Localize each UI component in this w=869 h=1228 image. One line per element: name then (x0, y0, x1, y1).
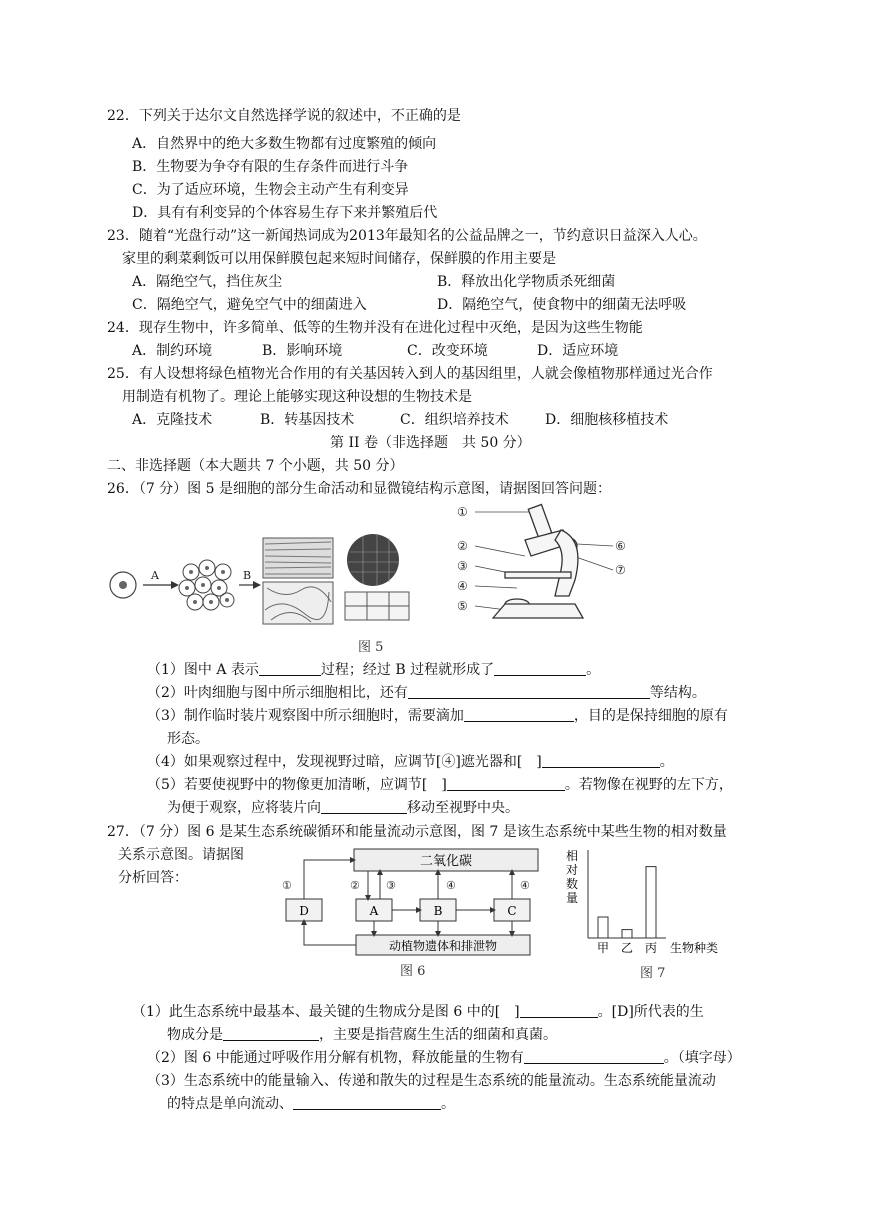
tick-label-丙: 丙 (644, 941, 658, 955)
co2-box: 二氧化碳 (419, 854, 473, 869)
fig6-caption: 图 6 (400, 964, 426, 979)
q26-sub5-cont: 为便于观察，应将装片向 移动至视野中央。 (167, 800, 519, 816)
q25-option-a: A．克隆技术 (132, 412, 213, 428)
chart-xlabel: 生物种类 (670, 941, 719, 955)
ylabel-char: 相对数量 (566, 849, 579, 905)
arrow-3: ③ (386, 879, 396, 892)
marker-3: ③ (457, 559, 468, 573)
q23-stem-line2: 家里的剩菜剩饭可以用保鲜膜包起来短时间储存，保鲜膜的作用主要是 (122, 251, 556, 267)
section-title: 第 II 卷（非选择题 共 50 分） (330, 435, 531, 451)
q24-option-d: D．适应环境 (537, 343, 619, 359)
answer-blank[interactable] (321, 799, 407, 814)
fig7-caption: 图 7 (640, 966, 666, 981)
q27-sub1-cont: 物成分是 ，主要是指营腐生生活的细菌和真菌。 (167, 1027, 557, 1043)
arrow-4-c: ④ (520, 879, 530, 892)
q26-sub4: （4）如果观察过程中，发现视野过暗，应调节[④]遮光器和[ ] 。 (147, 754, 674, 770)
q22-stem: 22．下列关于达尔文自然选择学说的叙述中，不正确的是 (107, 108, 461, 124)
q26-stem: 26．（7 分）图 5 是细胞的部分生命活动和显微镜结构示意图，请据图回答问题： (107, 481, 611, 497)
answer-blank[interactable] (464, 707, 574, 722)
q27-stem-line3: 分析回答： (118, 870, 188, 886)
q23-stem-line1: 23．随着“光盘行动”这一新闻热词成为2013年最知名的公益品牌之一，节约意识日益深入人心。 (107, 228, 707, 244)
q22-option-c: C．为了适应环境，生物会主动产生有利变异 (132, 182, 409, 198)
q25-option-b: B．转基因技术 (260, 412, 355, 428)
fig7-bar-chart (566, 846, 770, 961)
box-d: D (299, 904, 309, 918)
q22-option-a: A．自然界中的绝大多数生物都有过度繁殖的倾向 (132, 136, 437, 152)
fig5-microscope-diagram (445, 500, 670, 630)
q25-option-c: C．组织培养技术 (400, 412, 509, 428)
box-b: B (433, 904, 443, 918)
q27-sub1: （1）此生态系统中最基本、最关键的生物成分是图 6 中的[ ] 。[D]所代表的生 (132, 1004, 704, 1020)
q24-option-c: C．改变环境 (407, 343, 488, 359)
arrow-b-label: B (243, 569, 252, 582)
q23-option-a: A．隔绝空气，挡住灰尘 (132, 274, 283, 290)
q22-option-d: D．具有有利变异的个体容易生存下来并繁殖后代 (132, 205, 438, 221)
q24-stem: 24．现存生物中，许多简单、低等的生物并没有在进化过程中灭绝，是因为这些生物能 (107, 320, 643, 336)
box-c: C (507, 904, 517, 918)
tick-label-甲: 甲 (596, 941, 610, 955)
bar-乙 (622, 930, 632, 938)
q27-stem-line1: 27．（7 分）图 6 是某生态系统碳循环和能量流动示意图，图 7 是该生态系统中某些生物的相对数量 (107, 824, 727, 840)
answer-blank[interactable] (524, 1049, 664, 1064)
q24-option-b: B．影响环境 (262, 343, 343, 359)
answer-blank[interactable] (520, 1003, 598, 1018)
arrow-1: ① (282, 879, 292, 892)
fig5-caption: 图 5 (358, 640, 384, 655)
marker-7: ⑦ (615, 563, 626, 577)
q26-sub2: （2）叶肉细胞与图中所示细胞相比，还有 等结构。 (147, 685, 706, 701)
q26-sub3-cont: 形态。 (167, 731, 209, 747)
marker-4: ④ (457, 579, 468, 593)
arrow-4-b: ④ (446, 879, 456, 892)
marker-6: ⑥ (615, 539, 626, 553)
q22-option-b: B．生物要为争夺有限的生存条件而进行斗争 (132, 159, 409, 175)
remains-box: 动植物遗体和排泄物 (388, 939, 498, 953)
answer-blank[interactable] (494, 661, 586, 676)
q27-stem-line2: 关系示意图。请据图 (118, 847, 244, 863)
q27-sub3-cont: 的特点是单向流动、 。 (167, 1096, 455, 1112)
marker-5: ⑤ (457, 599, 468, 613)
answer-blank[interactable] (293, 1095, 441, 1110)
q25-stem-line2: 用制造有机物了。理论上能够实现这种设想的生物技术是 (122, 389, 472, 405)
q23-option-c: C．隔绝空气，避免空气中的细菌进入 (132, 297, 367, 313)
q23-option-d: D．隔绝空气，使食物中的细菌无法呼吸 (437, 297, 687, 313)
q27-sub2: （2）图 6 中能通过呼吸作用分解有机物，释放能量的生物有 。（填字母） (147, 1050, 741, 1066)
q25-stem-line1: 25．有人设想将绿色植物光合作用的有关基因转入到人的基因组里，人就会像植物那样通过光合作 (107, 366, 713, 382)
answer-blank[interactable] (408, 684, 650, 699)
bar-丙 (646, 867, 656, 938)
q26-sub1: （1）图中 A 表示 过程；经过 B 过程就形成了 。 (147, 662, 601, 678)
box-a: A (369, 904, 379, 918)
part2-heading: 二、非选择题（本大题共 7 个小题，共 50 分） (107, 458, 404, 474)
q25-option-d: D．细胞核移植技术 (545, 412, 669, 428)
arrow-2: ② (350, 879, 360, 892)
answer-blank[interactable] (542, 753, 660, 768)
q26-sub5: （5）若要使视野中的物像更加清晰，应调节[ ] 。若物像在视野的左下方， (147, 777, 733, 793)
arrow-a-label: A (151, 569, 159, 582)
marker-1: ① (457, 505, 468, 519)
fig5-cell-diagram (105, 530, 415, 630)
q27-sub3: （3）生态系统中的能量输入、传递和散失的过程是生态系统的能量流动。生态系统能量流动 (147, 1073, 716, 1089)
q23-option-b: B．释放出化学物质杀死细菌 (437, 274, 616, 290)
answer-blank[interactable] (259, 661, 321, 676)
marker-2: ② (457, 539, 468, 553)
answer-blank[interactable] (223, 1026, 319, 1041)
q24-option-a: A．制约环境 (132, 343, 213, 359)
tick-label-乙: 乙 (620, 941, 634, 955)
answer-blank[interactable] (447, 776, 565, 791)
fig6-carbon-cycle (272, 843, 547, 975)
bar-甲 (598, 917, 608, 938)
q26-sub3: （3）制作临时装片观察图中所示细胞时，需要滴加 ，目的是保持细胞的原有 (147, 708, 728, 724)
